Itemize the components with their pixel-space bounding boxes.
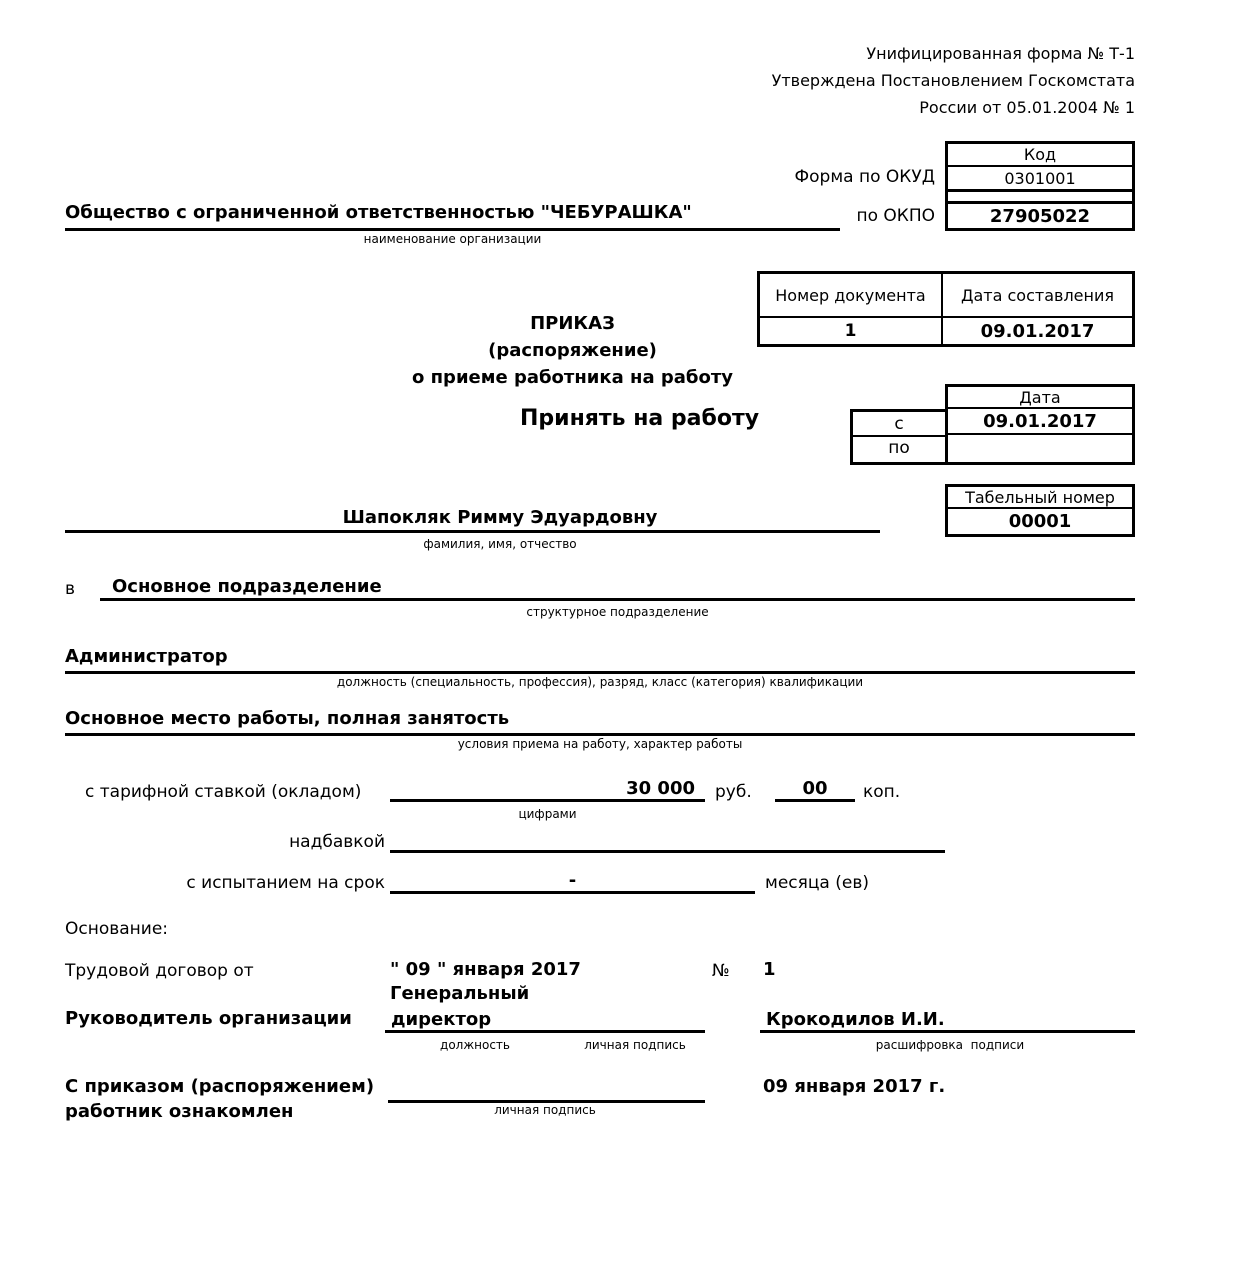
contract-number: 1 bbox=[763, 959, 776, 980]
period-to-value bbox=[948, 435, 1132, 456]
employee-name: Шапокляк Римму Эдуардовну bbox=[65, 503, 880, 533]
period-date-header: Дата bbox=[948, 387, 1132, 409]
period-to-label: по bbox=[888, 437, 910, 458]
employee-name-caption: фамилия, имя, отчество bbox=[423, 537, 577, 551]
okud-value: 0301001 bbox=[948, 167, 1132, 192]
department-prefix: в bbox=[65, 579, 76, 599]
code-table-spacer bbox=[948, 192, 1132, 201]
department-value: Основное подразделение bbox=[100, 573, 1135, 601]
okud-label: Форма по ОКУД bbox=[794, 167, 935, 187]
signature-position-caption: должность bbox=[440, 1038, 510, 1052]
order-title-line-2: (распоряжение) bbox=[488, 340, 657, 361]
period-from-label: с bbox=[853, 412, 945, 437]
approval-block bbox=[620, 40, 1135, 121]
conditions-caption: условия приема на работу, характер работы bbox=[457, 737, 743, 751]
acknowledgment-signature-line bbox=[388, 1076, 705, 1103]
personnel-number-value: 00001 bbox=[1008, 511, 1072, 532]
acknowledgment-caption: личная подпись bbox=[494, 1103, 596, 1117]
approval-line-2: Утверждена Постановлением Госкомстата bbox=[771, 71, 1135, 90]
okpo-label: по ОКПО bbox=[856, 206, 935, 226]
signature-sign-caption: личная подпись bbox=[584, 1038, 686, 1052]
code-table bbox=[945, 141, 1135, 231]
salary-amount: 30 000 bbox=[390, 758, 705, 802]
acknowledgment-line1: С приказом (распоряжением) bbox=[65, 1076, 375, 1097]
doc-number-value: 1 bbox=[760, 318, 943, 344]
signature-position-line1: Генеральный bbox=[390, 983, 530, 1004]
probation-suffix: месяца (ев) bbox=[765, 873, 869, 893]
allowance-value bbox=[390, 808, 945, 853]
doc-number-header: Номер документа bbox=[760, 274, 943, 316]
approval-line-1: Унифицированная форма № Т-1 bbox=[866, 44, 1135, 63]
doc-number-table-header-row bbox=[760, 274, 1132, 318]
organization-name: Общество с ограниченной ответственностью "ЧЕБУРАШКА" bbox=[65, 198, 840, 231]
organization-caption: наименование организации bbox=[363, 232, 542, 246]
order-title-line-3: о приеме работника на работу bbox=[411, 367, 734, 388]
acknowledgment-date: 09 января 2017 г. bbox=[763, 1076, 946, 1097]
order-title bbox=[330, 310, 815, 391]
signature-head-label: Руководитель организации bbox=[65, 1008, 352, 1029]
salary-caption: цифрами bbox=[518, 807, 577, 821]
probation-label: с испытанием на срок bbox=[186, 873, 385, 893]
personnel-number-header: Табельный номер bbox=[948, 487, 1132, 509]
salary-rub-label: руб. bbox=[715, 782, 752, 802]
period-table-right bbox=[945, 384, 1135, 465]
doc-number-table-value-row bbox=[760, 318, 1132, 344]
department-caption: структурное подразделение bbox=[526, 605, 709, 619]
acknowledgment-line2: работник ознакомлен bbox=[65, 1101, 294, 1122]
contract-number-sign: № bbox=[712, 961, 730, 981]
signature-name: Крокодилов И.И. bbox=[760, 1006, 1135, 1033]
salary-kop-label: коп. bbox=[863, 782, 901, 802]
position-caption: должность (специальность, профессия), разряд, класс (категория) квалификации bbox=[336, 675, 864, 689]
code-table-header: Код bbox=[948, 144, 1132, 167]
contract-date: " 09 " января 2017 bbox=[390, 959, 581, 980]
allowance-label: надбавкой bbox=[289, 832, 385, 852]
doc-date-value: 09.01.2017 bbox=[980, 320, 1095, 342]
okpo-value: 27905022 bbox=[948, 201, 1132, 228]
hire-heading: Принять на работу bbox=[520, 406, 760, 431]
personnel-number-table bbox=[945, 484, 1135, 537]
salary-kopecks: 00 bbox=[775, 758, 855, 802]
contract-label: Трудовой договор от bbox=[65, 961, 254, 981]
probation-value: - bbox=[390, 849, 755, 894]
doc-date-header: Дата составления bbox=[960, 285, 1114, 305]
signature-position-line2: директор bbox=[385, 1006, 705, 1033]
basis-label: Основание: bbox=[65, 919, 169, 939]
salary-label: с тарифной ставкой (окладом) bbox=[85, 782, 362, 802]
approval-line-3: России от 05.01.2004 № 1 bbox=[919, 98, 1135, 117]
position-value: Администратор bbox=[65, 643, 1135, 674]
period-from-value: 09.01.2017 bbox=[948, 409, 1132, 435]
period-table-left bbox=[850, 409, 948, 465]
signature-name-caption: расшифровка подписи bbox=[875, 1038, 1025, 1052]
order-title-line-1: ПРИКАЗ bbox=[530, 313, 615, 334]
conditions-value: Основное место работы, полная занятость bbox=[65, 705, 1135, 736]
